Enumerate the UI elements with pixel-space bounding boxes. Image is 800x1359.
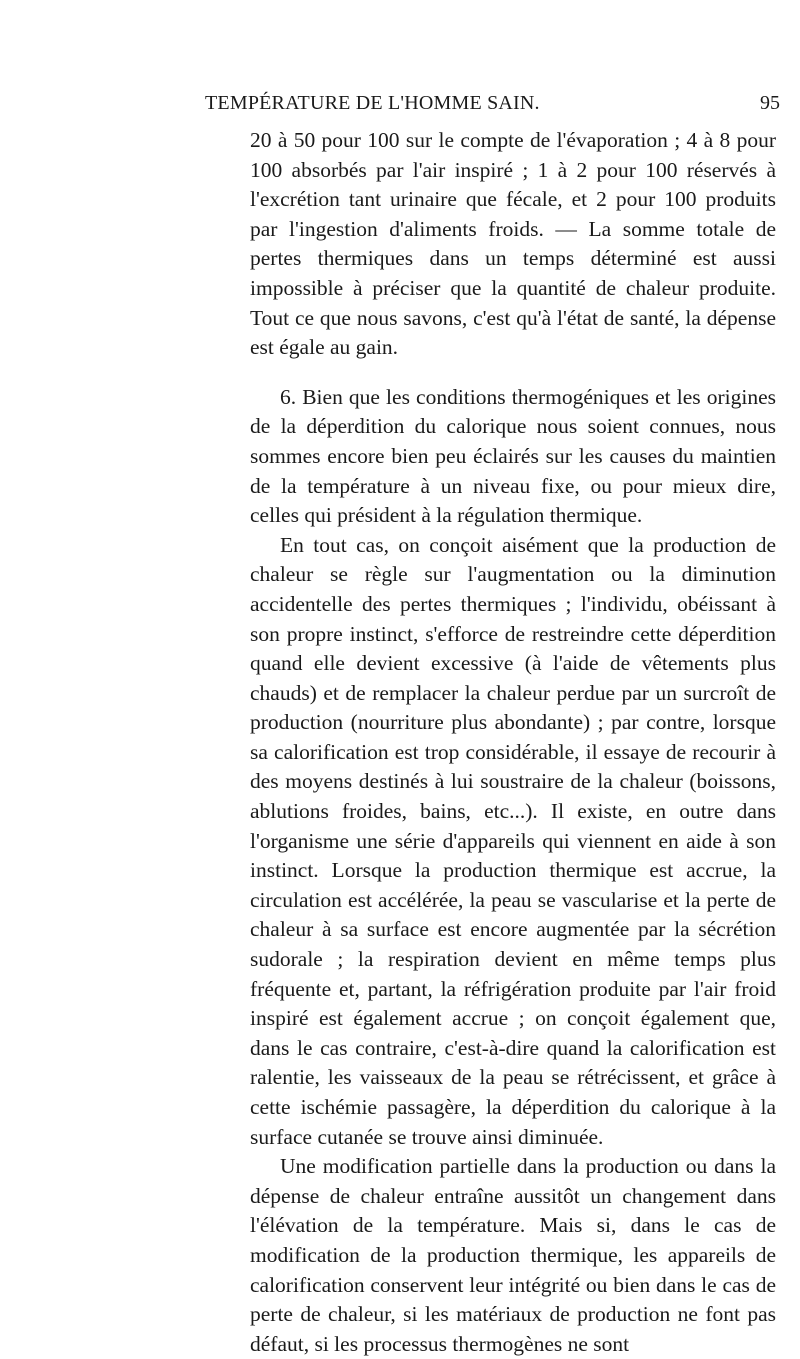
- paragraph: En tout cas, on conçoit aisément que la production de chaleur se règle sur l'augmentation ou la diminution accidentelle des pertes thermiques ; l'individu, obéissant à son propre instinct, s'efforce de restreindre cette déperdition quand elle devient excessive (à l'aide de vêtements plus chauds) et de remplacer la chaleur perdue par un surcroît de production (nourriture plus abondante) ; par contre, lorsque sa calorification est trop considérable, il essaye de recourir à des moyens destinés à lui soustraire de la chaleur (boissons, ablutions froides, bains, etc...). Il existe, en outre dans l'organisme une série d'appareils qui viennent en aide à son instinct. Lorsque la production thermique est accrue, la circulation est accélérée, la peau se vascularise et la perte de chaleur à sa surface est encore augmentée par la sécrétion sudorale ; la respiration devient en même temps plus fréquente et, partant, la réfrigération produite par l'air froid inspiré est également accrue ; on conçoit également que, dans le cas contraire, c'est-à-dire quand la calorification est ralentie, les vaisseaux de la peau se rétrécissent, et grâce à cette ischémie passagère, la déperdition du calorique à la surface cutanée se trouve ainsi diminuée.: [250, 532, 776, 1149]
- paragraph-continued: 20 à 50 pour 100 sur le compte de l'évaporation ; 4 à 8 pour 100 absorbés par l'air inspiré ; 1 à 2 pour 100 réservés à l'excrétion tant urinaire que fécale, et 2 pour 100 produits par l'ingestion d'aliments froids. — La somme totale de pertes thermiques dans un temps déterminé est aussi impossible à préciser que la quantité de chaleur produite. Tout ce que nous savons, c'est qu'à l'état de santé, la dépense est égale au gain.: [250, 128, 776, 360]
- paragraph: Une modification partielle dans la production ou dans la dépense de chaleur entraîne aussitôt un changement dans l'élévation de la température. Mais si, dans le cas de modification de la production thermique, les appareils de calorification conservent leur intégrité ou bien dans le cas de perte de chaleur, si les matériaux de production ne font pas défaut, si les processus thermogènes ne sont: [250, 1154, 776, 1356]
- paragraph-section-6: 6. Bien que les conditions thermogéniques et les origines de la déperdition du calorique nous soient connues, nous sommes encore bien peu éclairés sur les causes du maintien de la température à un niveau fixe, ou pour mieux dire, celles qui président à la régulation thermique.: [250, 384, 776, 528]
- body-text: [250, 126, 776, 1359]
- page-number: 95: [760, 92, 780, 114]
- running-title: TEMPÉRATURE DE L'HOMME SAIN.: [205, 92, 540, 114]
